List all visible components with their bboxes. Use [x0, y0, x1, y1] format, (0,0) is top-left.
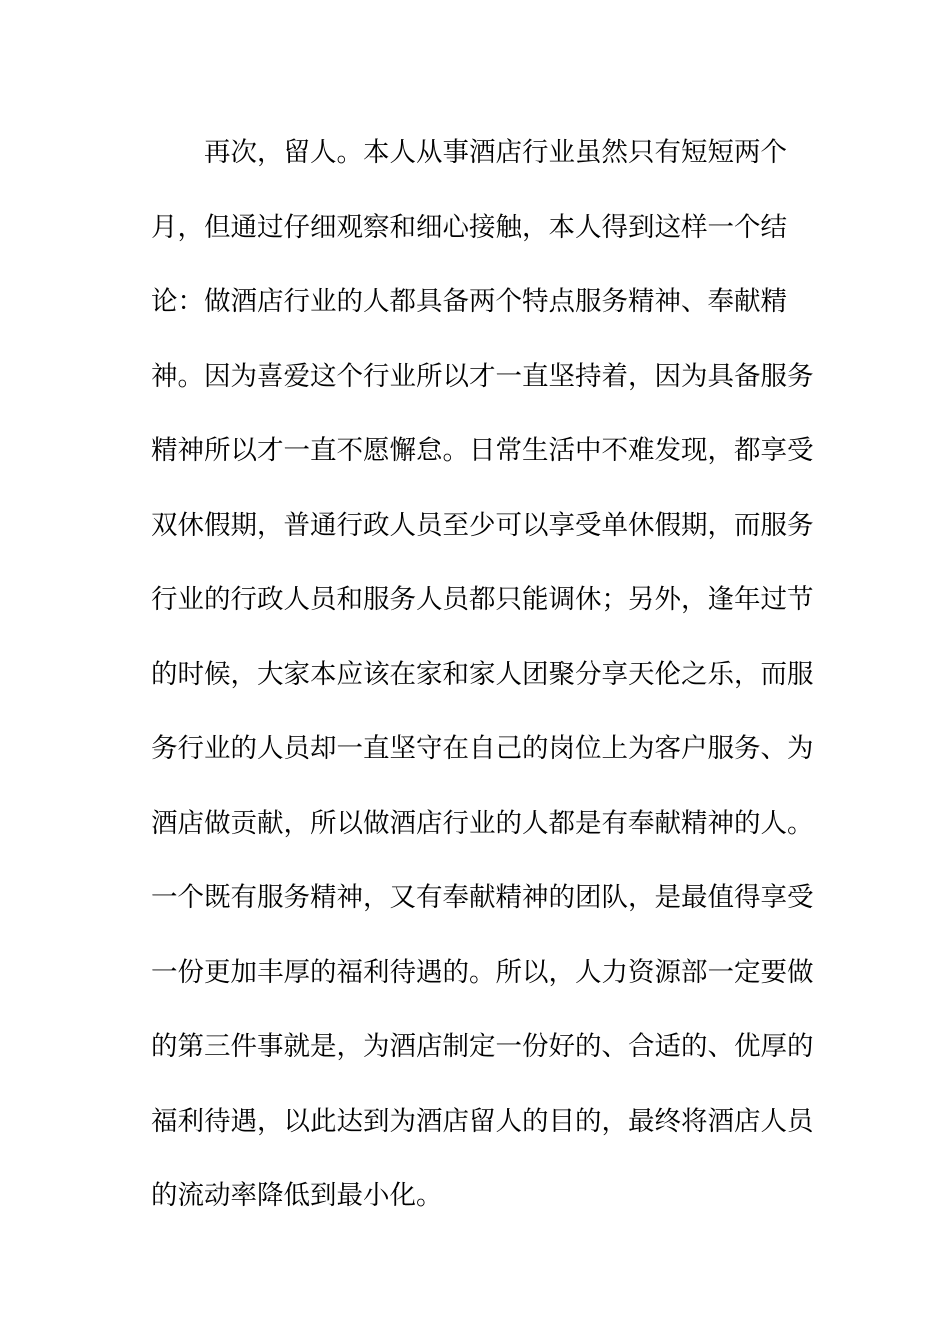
text-line: 再次，留人。本人从事酒店行业虽然只有短短两个 — [151, 137, 787, 168]
text-line: 一份更加丰厚的福利待遇的。所以，人力资源部一定要做 — [151, 956, 814, 988]
text-line: 双休假期，普通行政人员至少可以享受单休假期，而服务 — [151, 509, 814, 541]
text-line: 的流动率降低到最小化。 — [151, 1180, 443, 1211]
text-line: 务行业的人员却一直坚守在自己的岗位上为客户服务、为 — [151, 733, 814, 764]
text-line: 的第三件事就是，为酒店制定一份好的、合适的、优厚的 — [151, 1031, 814, 1062]
text-line: 一个既有服务精神，又有奉献精神的团队，是最值得享受 — [151, 882, 814, 913]
text-line: 福利待遇，以此达到为酒店留人的目的，最终将酒店人员 — [151, 1105, 814, 1137]
text-line: 酒店做贡献，所以做酒店行业的人都是有奉献精神的人。 — [151, 807, 814, 839]
text-line: 论：做酒店行业的人都具备两个特点服务精神、奉献精 — [151, 286, 787, 317]
text-line: 的时候，大家本应该在家和家人团聚分享天伦之乐，而服 — [151, 658, 814, 690]
text-line: 精神所以才一直不愿懈怠。日常生活中不难发现，都享受 — [151, 435, 814, 466]
text-line: 神。因为喜爱这个行业所以才一直坚持着，因为具备服务 — [151, 360, 814, 392]
text-line: 月，但通过仔细观察和细心接触，本人得到这样一个结 — [151, 211, 787, 243]
body-paragraph — [151, 128, 814, 1246]
text-line: 行业的行政人员和服务人员都只能调休；另外，逢年过节 — [151, 584, 814, 615]
